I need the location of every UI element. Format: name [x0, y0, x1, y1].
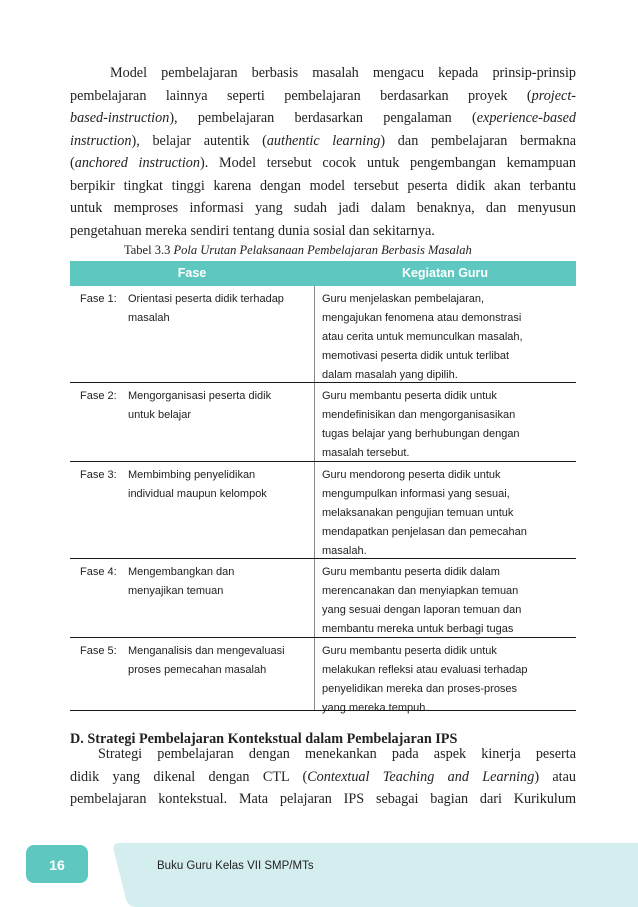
teacher-activity: Guru mendorong peserta didik untuk mengumpulkan informasi yang sesuai, melaksanakan pengujian temuan untuk mendapatkan penjelasan dan pemecahan masalah.	[322, 469, 527, 557]
paragraph-line: pengetahuan mereka sendiri tentang dunia sosial dan sekitarnya.	[70, 222, 435, 239]
table-caption	[124, 243, 472, 258]
paragraph-line: berpikir tingkat tinggi karena dengan model tersebut peserta didik akan terbantu	[70, 177, 576, 194]
paragraph-line: instruction), belajar autentik (authentic learning) dan pembelajaran bermakna	[70, 132, 576, 149]
table-caption-label: Tabel 3.3	[124, 243, 171, 257]
paragraph-line: didik yang dikenal dengan CTL (Contextual Teaching and Learning) atau	[70, 768, 577, 785]
phase-activity: Membimbing penyelidikan individual maupun kelompok	[128, 469, 267, 500]
phase-table	[70, 261, 576, 714]
teacher-activity: Guru membantu peserta didik dalam merencanakan dan menyiapkan temuan yang sesuai dengan laporan temuan dan membantu mereka untuk berbagi tugas	[322, 566, 522, 635]
table-header	[70, 261, 576, 286]
phase-label: Fase 2:	[80, 390, 117, 402]
teacher-activity: Guru membantu peserta didik untuk melakukan refleksi atau evaluasi terhadap penyelidikan mereka dan proses-proses yang mereka tempuh.	[322, 645, 528, 714]
column-divider	[314, 286, 315, 382]
phase-activity: Orientasi peserta didik terhadap masalah	[128, 293, 284, 324]
book-title: Buku Guru Kelas VII SMP/MTs	[157, 860, 314, 872]
phase-activity: Menganalisis dan mengevaluasi proses pemecahan masalah	[128, 645, 285, 676]
table-row	[70, 462, 576, 559]
header-teacher-activity: Kegiatan Guru	[401, 266, 489, 280]
paragraph-line: (anchored instruction). Model tersebut cocok untuk pengembangan kemampuan	[70, 155, 576, 171]
page-number: 16	[49, 857, 65, 873]
phase-activity: Mengembangkan dan menyajikan temuan	[128, 566, 235, 597]
header-phase: Fase	[177, 266, 207, 280]
column-divider	[314, 383, 315, 461]
table-caption-title: Pola Urutan Pelaksanaan Pembelajaran Berbasis Masalah	[173, 243, 472, 257]
table-row	[70, 638, 576, 714]
phase-label: Fase 3:	[80, 469, 117, 481]
phase-activity: Mengorganisasi peserta didik untuk belajar	[128, 390, 272, 421]
paragraph-line: based-instruction), pembelajaran berdasarkan pengalaman (experience-based	[70, 110, 576, 126]
phase-label: Fase 4:	[80, 566, 117, 578]
column-divider	[314, 559, 315, 637]
teacher-activity: Guru membantu peserta didik untuk mendefinisikan dan mengorganisasikan tugas belajar yang berhubungan dengan masalah tersebut.	[322, 390, 520, 459]
teacher-activity: Guru menjelaskan pembelajaran, mengajukan fenomena atau demonstrasi atau cerita untuk memunculkan masalah, memotivasi peserta didik untuk terlibat dalam masalah yang dipilih.	[322, 293, 523, 381]
phase-label: Fase 5:	[80, 645, 117, 657]
paragraph-line: untuk memproses informasi yang sudah jadi dalam benaknya, dan menyusun	[70, 200, 576, 216]
paragraph-line: pembelajaran kontekstual. Mata pelajaran IPS sebagai bagian dari Kurikulum	[70, 791, 576, 807]
section-paragraph	[70, 743, 576, 811]
phase-label: Fase 1:	[80, 293, 117, 305]
table-row	[70, 559, 576, 638]
footer-decoration	[0, 843, 638, 907]
column-divider	[314, 638, 315, 710]
table-row	[70, 286, 576, 383]
intro-paragraph	[70, 62, 576, 242]
column-divider	[314, 462, 315, 558]
paragraph-line: Strategi pembelajaran dengan menekankan pada aspek kinerja peserta	[98, 746, 576, 762]
footer-band	[0, 843, 638, 907]
table-row	[70, 383, 576, 462]
section-heading: D. Strategi Pembelajaran Kontekstual dalam Pembelajaran IPS	[70, 731, 458, 747]
paragraph-line: pembelajaran lainnya seperti pembelajaran berdasarkan proyek (project-	[70, 87, 576, 104]
paragraph-line: Model pembelajaran berbasis masalah mengacu kepada prinsip-prinsip	[110, 65, 576, 81]
